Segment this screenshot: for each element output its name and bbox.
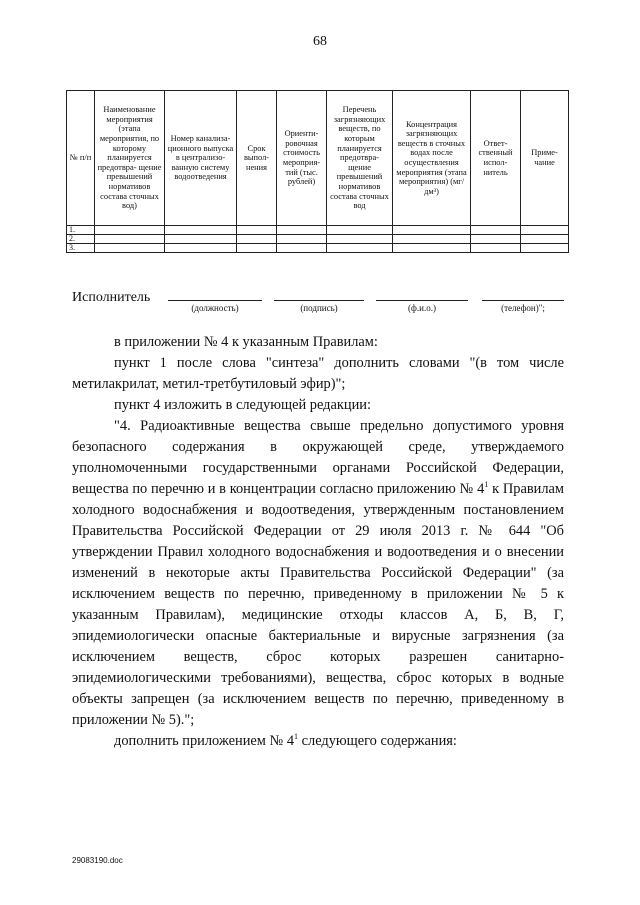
measures-table	[66, 90, 569, 253]
table-row	[67, 244, 569, 253]
col-header-pollutants: Перечень загрязняющих веществ, по которым планируется предотвра- щение превышений нормативов состава сточных вод	[327, 91, 393, 226]
row-number: 3.	[67, 244, 95, 253]
paragraph: пункт 1 после слова "синтеза" дополнить словами "(в том числе метилакрилат, метил-третбутиловый эфир)";	[72, 355, 564, 392]
col-header-cost: Ориенти- ровочная стоимость мероприя- тий (тыс. рублей)	[277, 91, 327, 226]
superscript: 1	[484, 480, 489, 490]
paragraph-text: к Правилам холодного водоснабжения и водоотведения, утвержденным постановлением Правительства Российской Федерации от 29 июля 2013 г. № 644 "Об утверждении Правил холодного водоснабжения и водоотведения и о внесении изменений в некоторые акты Правительства Российской Федерации" (за исключением веществ по перечню, приведенному в приложении № 5 к указанным Правилам), медицинские отходы классов А, Б, В, Г, эпидемиологически опасные бактериальные и вирусные загрязнения (за исключением веществ, сброс которых разрешен санитарно-эпидемиологическими требованиями), вещества, сброс которых в водные объекты запрещен (за исключением веществ по перечню, приведенному в приложении № 5).";	[72, 481, 564, 728]
signature-field-sign: (подпись)	[274, 300, 364, 317]
signature-block	[72, 288, 572, 318]
col-header-outlet-number: Номер канализа- ционного выпуска в централизо- ванную систему водоотведения	[165, 91, 237, 226]
paragraph-text: дополнить приложением № 4	[114, 733, 295, 749]
paragraph: пункт 4 изложить в следующей редакции:	[114, 397, 371, 413]
signature-field-name: (ф.и.о.)	[376, 300, 468, 317]
col-header-responsible: Ответ- ственный испол- нитель	[471, 91, 521, 226]
col-header-note: Приме- чание	[521, 91, 569, 226]
signature-field-position: (должность)	[168, 300, 262, 317]
paragraph-text: следующего содержания:	[298, 733, 457, 749]
table-row	[67, 235, 569, 244]
row-number: 2.	[67, 235, 95, 244]
paragraph	[72, 731, 564, 752]
paragraph: в приложении № 4 к указанным Правилам:	[114, 334, 378, 350]
table-row	[67, 226, 569, 235]
paragraph	[72, 416, 564, 731]
page-number: 68	[313, 34, 327, 49]
col-header-number: № п/п	[67, 91, 95, 226]
paragraph-text: "4. Радиоактивные вещества свыше предельно допустимого уровня безопасного содержания в окружающей среде, утверждаемого уполномоченными государственными органами Российской Федерации, вещества по перечню и в концентрации согласно приложению № 4	[72, 418, 564, 497]
table-header-row	[67, 91, 569, 226]
superscript: 1	[294, 732, 299, 742]
col-header-deadline: Срок выпол- нения	[237, 91, 277, 226]
col-header-concentration: Концентрация загрязняющих веществ в сточных водах после осуществления мероприятия (этапа мероприятия) (мг/дм³)	[393, 91, 471, 226]
signature-label: Исполнитель	[72, 290, 151, 305]
footer-filename: 29083190.doc	[72, 856, 123, 865]
signature-field-phone: (телефон)";	[482, 300, 564, 317]
document-body	[72, 332, 564, 752]
col-header-measure-name: Наименование мероприятия (этапа мероприятия, по которому планируется предотвра- щение превышений нормативов состава сточных вод)	[95, 91, 165, 226]
row-number: 1.	[67, 226, 95, 235]
